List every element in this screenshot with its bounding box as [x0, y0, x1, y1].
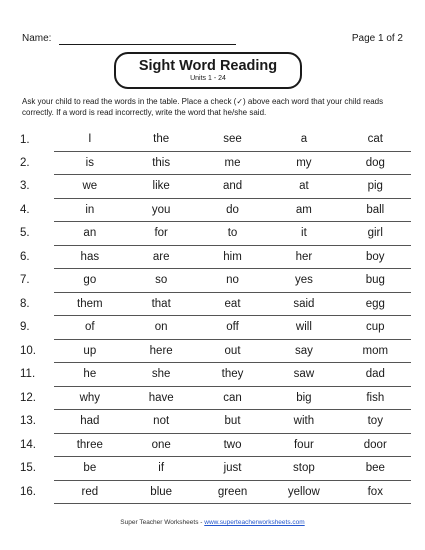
row-number: 12. [20, 391, 36, 404]
units-subtitle: Units 1 - 24 [190, 75, 226, 82]
sight-word-cell[interactable]: stop [268, 457, 339, 481]
table-row [14, 363, 411, 387]
sight-word-cell[interactable]: her [268, 245, 339, 269]
sight-word-cell[interactable]: he [54, 363, 125, 387]
sight-word-cell[interactable]: at [268, 175, 339, 199]
sight-word-cell[interactable]: do [197, 198, 268, 222]
sight-word-cell[interactable]: him [197, 245, 268, 269]
footer-link[interactable]: www.superteacherworksheets.com [204, 519, 305, 526]
row-number: 6. [20, 250, 30, 263]
sight-word-cell[interactable]: mom [340, 339, 411, 363]
sight-word-cell[interactable]: you [126, 198, 197, 222]
sight-word-cell[interactable]: and [197, 175, 268, 199]
sight-word-cell[interactable]: the [126, 128, 197, 151]
page-title: Sight Word Reading [138, 58, 278, 74]
sight-word-cell[interactable]: girl [340, 222, 411, 246]
sight-word-cell[interactable]: am [268, 198, 339, 222]
sight-word-cell[interactable]: for [126, 222, 197, 246]
sight-word-cell[interactable]: bug [340, 269, 411, 293]
sight-word-cell[interactable]: three [54, 433, 125, 457]
table-row [14, 410, 411, 434]
sight-word-cell[interactable]: blue [126, 480, 197, 504]
row-number: 1. [20, 133, 30, 146]
sight-word-cell[interactable]: with [268, 410, 339, 434]
row-number: 4. [20, 203, 30, 216]
sight-word-cell[interactable]: eat [197, 292, 268, 316]
sight-word-cell[interactable]: toy [340, 410, 411, 434]
sight-word-cell[interactable]: yellow [268, 480, 339, 504]
row-number: 8. [20, 297, 30, 310]
sight-word-cell[interactable]: them [54, 292, 125, 316]
sight-word-cell[interactable]: pig [340, 175, 411, 199]
sight-word-cell[interactable]: have [126, 386, 197, 410]
sight-word-cell[interactable]: up [54, 339, 125, 363]
table-row [14, 433, 411, 457]
sight-word-cell[interactable]: is [54, 151, 125, 175]
sight-word-cell[interactable]: two [197, 433, 268, 457]
sight-word-cell[interactable]: red [54, 480, 125, 504]
table-row [14, 198, 411, 222]
table-row [14, 175, 411, 199]
row-number: 9. [20, 321, 30, 334]
footer-text: Super Teacher Worksheets - [120, 519, 205, 526]
sight-word-cell[interactable]: fish [340, 386, 411, 410]
sight-word-cell[interactable]: why [54, 386, 125, 410]
sight-word-cell[interactable]: an [54, 222, 125, 246]
page-number: Page 1 of 2 [351, 33, 403, 44]
row-number: 16. [20, 485, 36, 498]
table-row [14, 151, 411, 175]
instructions-text: Ask your child to read the words in the table. Place a check (✓) above each word that your child reads correctly. If a word is read incorrectly, write the word that he/she said. [22, 97, 384, 117]
table-row [14, 292, 411, 316]
sight-word-cell[interactable]: one [126, 433, 197, 457]
sight-word-cell[interactable]: in [54, 198, 125, 222]
sight-word-cell[interactable]: I [54, 128, 125, 151]
sight-word-cell[interactable]: that [126, 292, 197, 316]
table-row [14, 316, 411, 340]
table-row [14, 339, 411, 363]
sight-word-cell[interactable]: big [268, 386, 339, 410]
table-row [14, 386, 411, 410]
sight-word-cell[interactable]: be [54, 457, 125, 481]
sight-word-cell[interactable]: four [268, 433, 339, 457]
sight-word-cell[interactable]: had [54, 410, 125, 434]
sight-word-cell[interactable]: cup [340, 316, 411, 340]
sight-word-cell[interactable]: go [54, 269, 125, 293]
worksheet-header [22, 33, 403, 47]
sight-word-cell[interactable]: this [126, 151, 197, 175]
table-row [14, 480, 411, 504]
sight-word-cell[interactable]: out [197, 339, 268, 363]
title-box [114, 52, 302, 89]
table-row [14, 222, 411, 246]
row-number: 5. [20, 227, 30, 240]
sight-word-cell[interactable]: off [197, 316, 268, 340]
table-row [14, 269, 411, 293]
sight-word-cell[interactable]: green [197, 480, 268, 504]
sight-word-cell[interactable]: cat [340, 128, 411, 151]
sight-word-cell[interactable]: will [268, 316, 339, 340]
sight-word-cell[interactable]: here [126, 339, 197, 363]
sight-word-cell[interactable]: dog [340, 151, 411, 175]
sight-word-cell[interactable]: ball [340, 198, 411, 222]
sight-word-cell[interactable]: fox [340, 480, 411, 504]
sight-word-cell[interactable]: of [54, 316, 125, 340]
table-row [14, 457, 411, 481]
sight-word-cell[interactable]: bee [340, 457, 411, 481]
row-number: 7. [20, 274, 30, 287]
sight-word-cell[interactable]: saw [268, 363, 339, 387]
row-number: 11. [20, 368, 36, 381]
sight-word-cell[interactable]: has [54, 245, 125, 269]
sight-word-cell[interactable]: just [197, 457, 268, 481]
sight-word-cell[interactable]: it [268, 222, 339, 246]
row-number: 13. [20, 415, 36, 428]
sight-word-cell[interactable]: if [126, 457, 197, 481]
name-label: Name: [22, 33, 52, 44]
footer [0, 519, 425, 526]
sight-word-cell[interactable]: on [126, 316, 197, 340]
sight-word-cell[interactable]: me [197, 151, 268, 175]
name-line[interactable] [59, 44, 236, 45]
sight-word-cell[interactable]: she [126, 363, 197, 387]
sight-word-cell[interactable]: but [197, 410, 268, 434]
sight-word-table [14, 128, 411, 504]
table-row [14, 128, 411, 151]
sight-word-cell[interactable]: a [268, 128, 339, 151]
sight-word-cell[interactable]: they [197, 363, 268, 387]
sight-word-cell[interactable]: see [197, 128, 268, 151]
sight-word-cell[interactable]: yes [268, 269, 339, 293]
table-row [14, 245, 411, 269]
row-number: 2. [20, 156, 30, 169]
sight-word-cell[interactable]: no [197, 269, 268, 293]
row-number: 10. [20, 344, 36, 357]
row-number: 14. [20, 438, 36, 451]
row-number: 15. [20, 462, 36, 475]
sight-word-cell[interactable]: can [197, 386, 268, 410]
sight-word-cell[interactable]: egg [340, 292, 411, 316]
sight-word-cell[interactable]: like [126, 175, 197, 199]
sight-word-cell[interactable]: say [268, 339, 339, 363]
sight-word-cell[interactable]: not [126, 410, 197, 434]
sight-word-cell[interactable]: said [268, 292, 339, 316]
sight-word-cell[interactable]: dad [340, 363, 411, 387]
sight-word-cell[interactable]: door [340, 433, 411, 457]
sight-word-cell[interactable]: so [126, 269, 197, 293]
sight-word-cell[interactable]: we [54, 175, 125, 199]
sight-word-cell[interactable]: boy [340, 245, 411, 269]
row-number: 3. [20, 180, 30, 193]
sight-word-cell[interactable]: my [268, 151, 339, 175]
sight-word-cell[interactable]: to [197, 222, 268, 246]
sight-word-cell[interactable]: are [126, 245, 197, 269]
